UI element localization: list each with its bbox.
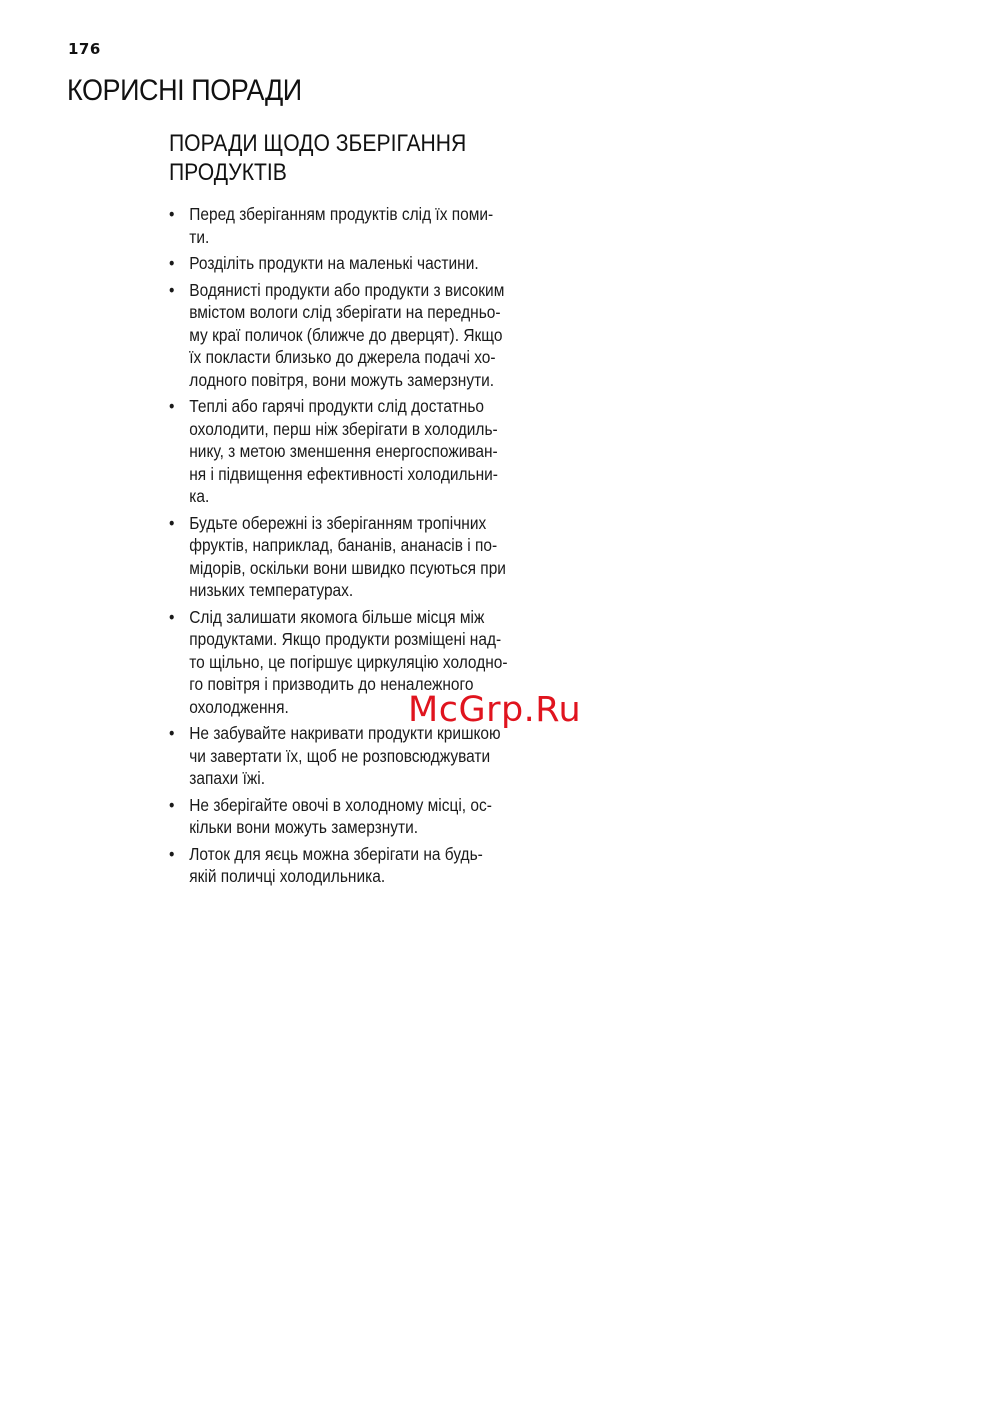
tips-list xyxy=(169,203,530,892)
tip-text: Не зберігайте овочі в холодному місці, ос- кільки вони можуть замерзнути. xyxy=(189,794,492,837)
bullet-icon: • xyxy=(169,279,175,300)
bullet-icon: • xyxy=(169,723,175,743)
page-number: 176 xyxy=(68,40,101,58)
tip-text: Лоток для яєць можна зберігати на будь- якій поличці холодильника. xyxy=(189,843,483,886)
tip-text: Розділіть продукти на маленькі частини. xyxy=(189,253,479,273)
list-item xyxy=(169,843,530,888)
bullet-icon: • xyxy=(169,396,175,416)
bullet-icon: • xyxy=(169,204,175,224)
bullet-icon: • xyxy=(169,512,175,533)
tip-text: Водянисті продукти або продукти з високим вмістом вологи слід зберігати на передньо- му краї поличок (ближче до дверцят). Якщо їх покласти близько до джерела подачі хо- лодного повітря, вони можуть замерзнути. xyxy=(189,279,505,390)
tip-text: Будьте обережні із зберіганням тропічних фруктів, наприклад, бананів, ананасів і по- мідорів, оскільки вони швидко псуються при низьких температурах. xyxy=(189,512,506,600)
list-item xyxy=(169,252,530,275)
list-item xyxy=(169,395,530,508)
list-item xyxy=(169,279,530,392)
tip-text: Не забувайте накривати продукти кришкою чи завертати їх, щоб не розповсюджувати запахи їжі. xyxy=(189,723,501,788)
subsection-title: ПОРАДИ ЩОДО ЗБЕРІГАННЯ ПРОДУКТІВ xyxy=(169,130,467,186)
tip-text: Теплі або гарячі продукти слід достатньо охолодити, перш ніж зберігати в холодиль- нику, з метою зменшення енергоспоживан- ня і підвищення ефективності холодильни- ка. xyxy=(189,396,498,506)
tip-text: Перед зберіганням продуктів слід їх поми- ти. xyxy=(189,204,494,247)
tip-text: Слід залишати якомога більше місця між продуктами. Якщо продукти розміщені над- то щільно, це погіршує циркуляцію холодно- го повітря і призводить до неналежного охолодження. xyxy=(189,606,508,717)
bullet-icon: • xyxy=(169,794,175,815)
bullet-icon: • xyxy=(169,843,175,864)
section-title: КОРИСНІ ПОРАДИ xyxy=(67,74,302,107)
watermark: McGrp.Ru xyxy=(408,690,582,730)
list-item xyxy=(169,722,530,790)
list-item xyxy=(169,794,530,839)
bullet-icon: • xyxy=(169,606,175,627)
bullet-icon: • xyxy=(169,253,175,273)
list-item xyxy=(169,512,530,602)
list-item xyxy=(169,203,530,248)
